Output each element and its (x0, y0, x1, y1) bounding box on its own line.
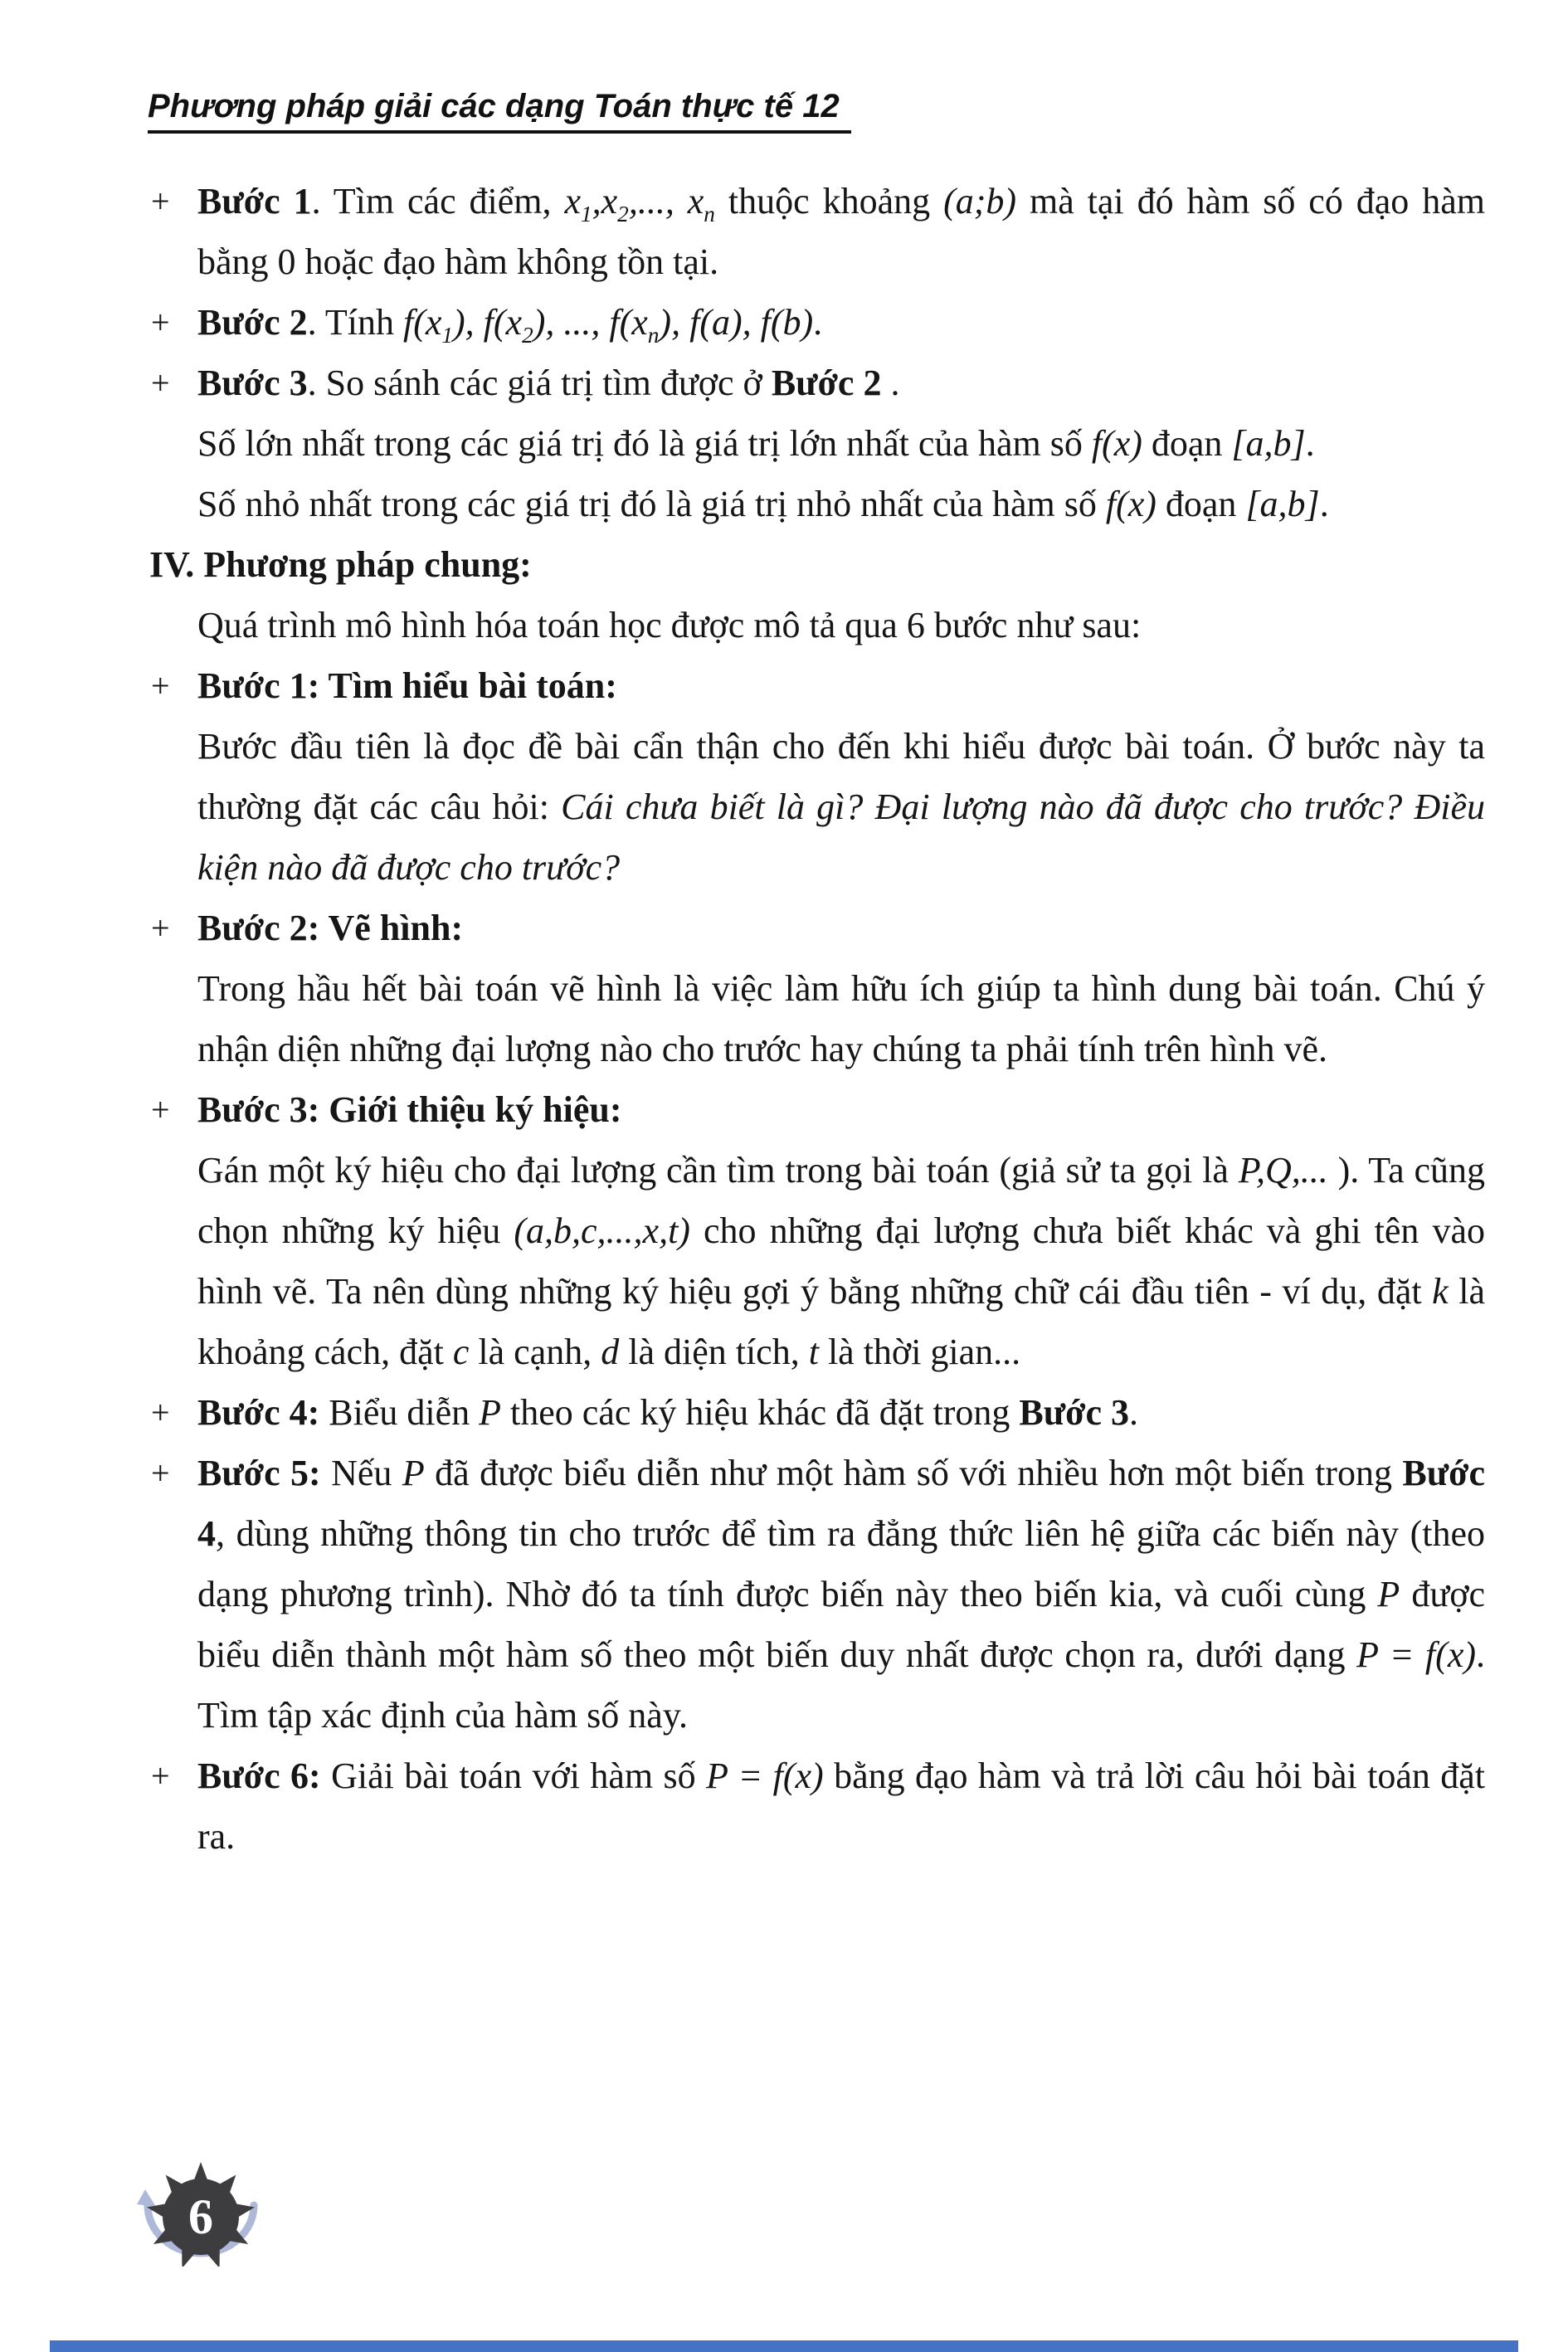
paragraph (149, 1443, 1485, 1746)
text-run: Nếu (320, 1453, 402, 1493)
text-run: P = f(x) (706, 1755, 824, 1796)
paragraph (149, 595, 1485, 655)
paragraph (149, 292, 1485, 353)
text-run: là khoảng cách, đặt (197, 1271, 1485, 1372)
text-run: . (1305, 423, 1315, 464)
bullet-marker: + (151, 364, 170, 402)
text-run: Bước 2: Vẽ hình: (197, 908, 464, 948)
paragraph (149, 716, 1485, 898)
text-run: Bước 5: (197, 1453, 321, 1493)
text-run: bằng đạo hàm và trả lời câu hỏi bài toán đặt ra. (197, 1755, 1485, 1857)
text-run: P (1377, 1574, 1400, 1614)
text-run: Bước 1: Tìm hiểu bài toán: (197, 665, 617, 706)
text-run: P = f(x) (1356, 1634, 1476, 1675)
text-run: P,Q,... (1238, 1150, 1328, 1191)
text-run: P (402, 1453, 425, 1493)
text-run: d (601, 1332, 620, 1372)
text-run: ). Ta cũng chọn những ký hiệu (197, 1150, 1485, 1251)
text-run: Bước 3 (197, 363, 308, 403)
paragraph (149, 171, 1485, 292)
text-run: [a,b] (1245, 484, 1320, 524)
bullet-marker: + (151, 667, 170, 704)
text-run: đoạn (1142, 423, 1232, 464)
text-run: thuộc khoảng (714, 181, 944, 222)
text-run: Quá trình mô hình hóa toán học được mô tả qua 6 bước như sau: (197, 605, 1142, 645)
text-run: c (452, 1332, 470, 1372)
text-run: , dùng những thông tin cho trước để tìm ra đẳng thức liên hệ giữa các biến này (theo dạng phương trình). Nhờ đó ta tính được biến này theo biến kia, và cuối cùng (197, 1513, 1485, 1614)
text-run: Trong hầu hết bài toán vẽ hình là việc làm hữu ích giúp ta hình dung bài toán. Chú ý nhận diện những đại lượng nào cho trước hay chúng ta phải tính trên hình vẽ. (197, 968, 1485, 1069)
text-run: Cái chưa biết là gì? Đại lượng nào đã được cho trước? Điều kiện nào đã được cho trước? (197, 786, 1485, 888)
page-number-badge (134, 2150, 267, 2267)
text-run: được biểu diễn thành một hàm số theo một biến duy nhất được chọn ra, dưới dạng (197, 1574, 1485, 1675)
text-run: đoạn (1156, 484, 1246, 524)
text-run: đã được biểu diễn như một hàm số với nhiều hơn một biến trong (424, 1453, 1403, 1493)
text-run: . (1129, 1392, 1139, 1433)
text-run: . (881, 363, 900, 403)
text-run: . Tính (307, 302, 403, 343)
text-run: mà tại đó hàm số có đạo hàm bằng 0 hoặc đạo hàm không tồn tại. (197, 181, 1485, 282)
bullet-marker: + (151, 304, 170, 341)
text-run: (a,b,c,...,x,t) (514, 1210, 690, 1251)
paragraph (149, 655, 1485, 716)
text-run: cho những đại lượng chưa biết khác và ghi tên vào hình vẽ. Ta nên dùng những ký hiệu gợi ý bằng những chữ cái đầu tiên - ví dụ, đặt (197, 1210, 1486, 1312)
text-run: (a;b) (943, 181, 1017, 222)
paragraph (149, 898, 1485, 958)
text-run: IV. Phương pháp chung: (149, 544, 532, 585)
text-run: Số lớn nhất trong các giá trị đó là giá trị lớn nhất của hàm số (197, 423, 1092, 464)
paragraph (149, 1382, 1485, 1443)
text-run: $x_1,x_2$,..., $x_n$ (564, 181, 715, 226)
bullet-marker: + (151, 909, 170, 947)
text-run: Bước 3 (1019, 1392, 1130, 1433)
text-run: Giải bài toán với hàm số (320, 1755, 707, 1796)
paragraph (149, 1079, 1485, 1140)
text-run: . Tìm tập xác định của hàm số này. (197, 1634, 1485, 1736)
paragraph (149, 413, 1485, 474)
bullet-marker: + (151, 1454, 170, 1492)
text-run: là cạnh, (469, 1332, 601, 1372)
text-run: Biểu diễn (319, 1392, 480, 1433)
text-run: Bước 1 (197, 181, 312, 222)
paragraph (149, 534, 1485, 595)
content (149, 171, 1485, 1867)
text-run: là thời gian... (818, 1332, 1021, 1372)
text-run: Bước đầu tiên là đọc đề bài cẩn thận cho đến khi hiểu được bài toán. Ở bước này ta thường đặt các câu hỏi: (197, 726, 1485, 827)
paragraph (149, 958, 1485, 1079)
text-run: k (1432, 1271, 1449, 1312)
text-run: Bước 3: Giới thiệu ký hiệu: (197, 1089, 622, 1130)
text-run: Bước 4: (197, 1392, 320, 1433)
paragraph (149, 1140, 1485, 1382)
paragraph (149, 353, 1485, 413)
text-run: $f(x_1)$, $f(x_2)$, ..., $f(x_n)$, f(a), f(b) (402, 302, 814, 348)
bullet-marker: + (151, 1091, 170, 1128)
text-run: . (1319, 484, 1329, 524)
text-run: Bước 4 (197, 1453, 1486, 1554)
bullet-marker: + (151, 183, 170, 220)
footer-accent-bar (50, 2340, 1518, 2352)
text-run: [a,b] (1231, 423, 1306, 464)
paragraph (149, 1746, 1485, 1867)
text-run: P (479, 1392, 502, 1433)
text-run: f(x) (1091, 423, 1142, 464)
text-run: là diện tích, (619, 1332, 809, 1372)
bullet-marker: + (151, 1394, 170, 1431)
running-header: Phương pháp giải các dạng Toán thực tế 12 (148, 88, 851, 134)
text-run: f(x) (1105, 484, 1157, 524)
text-run: Gán một ký hiệu cho đại lượng cần tìm trong bài toán (giả sử ta gọi là (197, 1150, 1239, 1191)
text-run: . So sánh các giá trị tìm được ở (307, 363, 772, 403)
text-run: Bước 2 (771, 363, 882, 403)
text-run: t (808, 1332, 819, 1372)
text-run: Bước 6: (197, 1755, 321, 1796)
text-run: theo các ký hiệu khác đã đặt trong (501, 1392, 1020, 1433)
text-run: . Tìm các điểm, (311, 181, 565, 222)
page-number: 6 (188, 2189, 213, 2244)
text-run: . (813, 302, 823, 343)
text-run: Số nhỏ nhất trong các giá trị đó là giá trị nhỏ nhất của hàm số (197, 484, 1106, 524)
bullet-marker: + (151, 1757, 170, 1794)
text-run: Bước 2 (197, 302, 308, 343)
paragraph (149, 474, 1485, 534)
